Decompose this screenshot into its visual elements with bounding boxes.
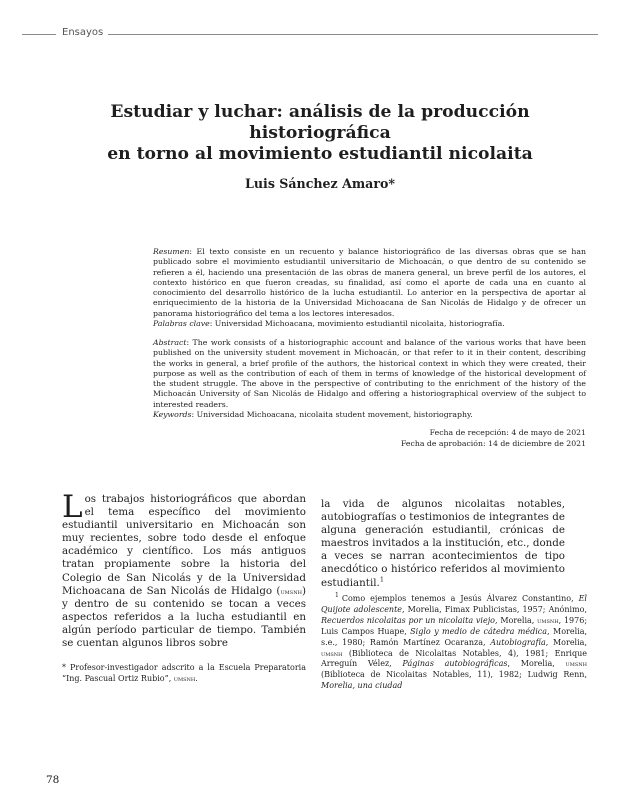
footnote-1-part: , Morelia, [507, 659, 566, 669]
palabras-clave-label: Palabras clave [153, 318, 210, 328]
keywords-text: : Universidad Michoacana, nicolaita student movement, historiography. [191, 409, 473, 419]
body-column-right [321, 498, 565, 590]
drop-cap: L [62, 489, 83, 525]
footnote-1-part: , Morelia, Fimax Publicistas, 1957; Anónimo, [402, 604, 587, 614]
abstract-block [153, 338, 586, 420]
footnote-author-abbr: umsnh [173, 673, 196, 683]
palabras-clave-text: : Universidad Michoacana, movimiento estudiantil nicolaita, historiografía. [209, 318, 505, 328]
abstract-text: : The work consists of a historiographic account and balance of the various works that have been published on the university student movement in Michoacán, or that refer to it in their content, describing the works in general, a brief profile of the authors, the historical context in which they were created, their purpose as well as the contribution of each of them in terms of knowledge of the historical development of the student struggle. The above in the perspective of contributing to the enrichment of the history of the Michoacán University of San Nicolás de Hidalgo and offering a historiographical overview of the subject to interested readers. [153, 338, 586, 409]
footnote-1-abbr: umsnh [537, 615, 559, 625]
footnote-1-part: , 1976; Luis Campos Huape, [321, 615, 588, 636]
footnote-1-title: Morelia, una ciudad [321, 681, 403, 691]
body-left-text-2: ) y dentro de su contenido se tocan a veces aspectos referidos a la lucha estudiantil en algún período particular de tiempo. También se cuentan algunos libros sobre [62, 584, 306, 650]
body-left-text-1: os trabajos historiográficos que abordan el tema específico del movimiento estudiantil universitario en Michoacán son muy recientes, sobre todo desde el enfoque académico y científico. Los más antiguos tratan propiamente sobre la historia del Colegio de San Nicolás y de la Universidad Michoacana de San Nicolás de Hidalgo ( [62, 493, 306, 597]
resumen-block [153, 247, 586, 329]
keywords-label: Keywords [153, 409, 192, 419]
abbr-umsnh: umsnh [280, 586, 302, 596]
footnote-1-title: El Quijote adolescente [321, 594, 587, 614]
footnote-1-title: Páginas autobiográficas [402, 659, 508, 669]
footnote-1-part: (Biblioteca de Nicolaitas Notables, 4), 1981; Enrique Arreguín Vélez, [321, 648, 587, 669]
resumen-label: Resumen [153, 247, 190, 256]
date-approved: Fecha de aprobación: 14 de diciembre de 2021 [400, 438, 586, 448]
footnote-1-part: , Morelia, [545, 637, 587, 647]
footnote-1-part: (Biblioteca de Nicolaitas Notables, 11), 1982; Ludwig Renn, [321, 670, 587, 680]
dates-block [300, 428, 586, 449]
footnote-1-part: , Morelia, [495, 615, 538, 625]
footnote-ref-1[interactable]: 1 [379, 575, 384, 584]
abstract-label: Abstract [153, 338, 187, 347]
header-rule-left [22, 34, 56, 35]
footnote-author [62, 663, 306, 685]
footnote-1-part: Como ejemplos tenemos a Jesús Álvarez Constantino, [341, 594, 579, 603]
date-received: Fecha de recepción: 4 de mayo de 2021 [429, 428, 586, 437]
footnote-1-number: 1 [335, 592, 339, 600]
author-name: Luis Sánchez Amaro* [245, 176, 395, 191]
article-title [40, 102, 600, 165]
footnote-1-abbr: umsnh [321, 648, 343, 658]
article-title-line-1: Estudiar y luchar: análisis de la producción historiográfica [110, 102, 530, 143]
footnote-author-end: . [195, 673, 198, 683]
footnote-1 [321, 594, 587, 692]
body-right-text: la vida de algunos nicolaitas notables, autobiografías o testimonios de integrantes de alguna generación estudiantil, crónicas de maestros invitados a la institución, etc., donde a veces se narran acontecimientos de tipo anecdótico o histórico referidos al movimiento estudiantil. [321, 498, 565, 589]
footnote-1-title: Siglo y medio de cátedra médica [410, 626, 548, 636]
footnote-1-part: , Morelia, s.e., 1980; Ramón Martínez Ocaranza, [321, 626, 588, 647]
section-label: Ensayos [62, 27, 104, 38]
footnote-1-title: Autobiografía [490, 637, 546, 647]
body-column-left [62, 489, 306, 650]
article-title-line-2: en torno al movimiento estudiantil nicolaita [107, 144, 533, 164]
footnote-author-text: * Profesor-investigador adscrito a la Escuela Preparatoria “Ing. Pascual Ortiz Rubio”, [62, 663, 306, 683]
page-number: 78 [46, 774, 60, 786]
header-rule-right [108, 34, 598, 35]
resumen-text: : El texto consiste en un recuento y balance historiográfico de las diversas obras que se han publicado sobre el movimiento estudiantil universitario de Michoacán, o que dentro de su contenido se refieren a él, haciendo una presentación de las obras de manera general, un breve perfil de los autores, el contexto histórico en que fueron creadas, su finalidad, así como el aporte de cada una en cuanto al conocimiento del desarrollo histórico de la lucha estudiantil. Lo anterior en la perspectiva de aportar al enriquecimiento de la historia de la Universidad Michoacana de San Nicolás de Hidalgo y de ofrecer un panorama historiográfico del tema a los lectores interesados. [153, 247, 586, 318]
footnote-1-title: Recuerdos nicolaitas por un nicolaita viejo [321, 615, 495, 625]
footnote-1-abbr: umsnh [565, 659, 588, 669]
